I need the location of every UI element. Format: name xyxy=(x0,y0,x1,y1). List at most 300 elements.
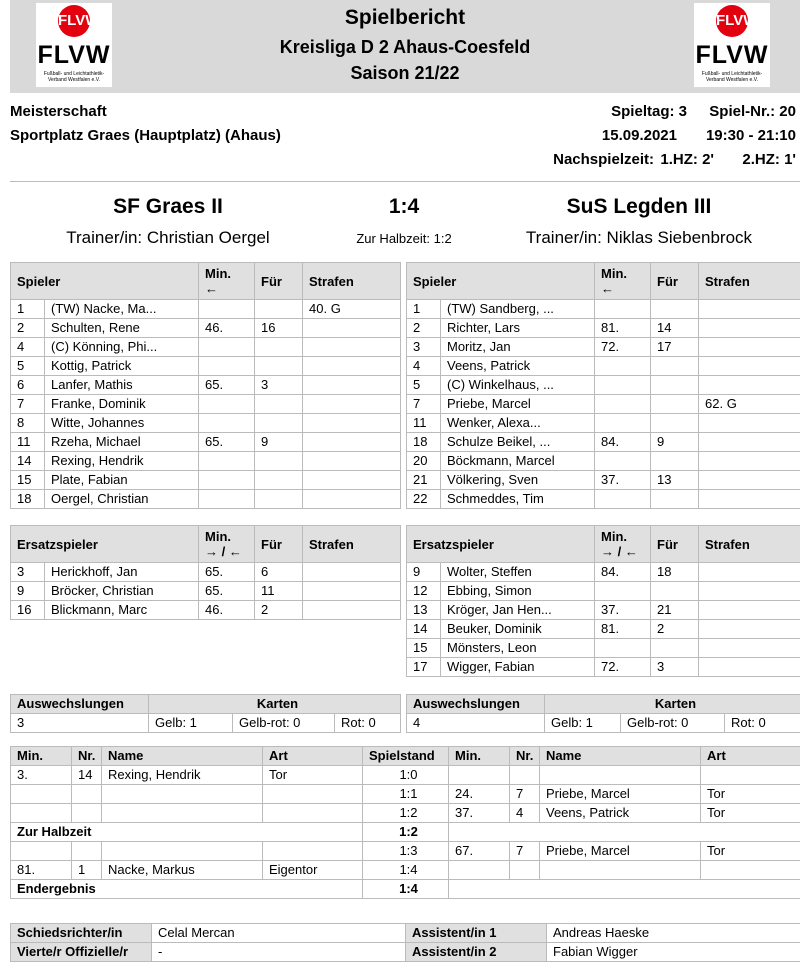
col-nr: Nr. xyxy=(72,747,102,766)
player-number: 11 xyxy=(11,433,45,452)
away-substitutes-table xyxy=(406,525,800,677)
player-row xyxy=(407,620,800,639)
player-penalty xyxy=(303,452,401,471)
cards-header: Karten xyxy=(149,695,401,714)
player-name: Beuker, Dominik xyxy=(441,620,595,639)
col-minute xyxy=(199,263,255,300)
player-penalty xyxy=(303,338,401,357)
player-name: Oergel, Christian xyxy=(45,490,199,509)
event-home-number xyxy=(72,785,102,804)
player-minute xyxy=(199,395,255,414)
event-away-minute: 67. xyxy=(449,842,510,861)
player-row xyxy=(407,639,800,658)
event-away-player: Priebe, Marcel xyxy=(540,842,701,861)
player-penalty xyxy=(699,338,800,357)
player-minute: 37. xyxy=(595,471,651,490)
flvw-logo-left: FLVW FLVW Fußball- und Leichtathletik-Verband Westfalen e.V. xyxy=(36,3,112,87)
yellow-cards: Gelb: 1 xyxy=(149,714,233,733)
player-minute: 65. xyxy=(199,433,255,452)
player-row xyxy=(11,582,401,601)
event-filler xyxy=(449,823,800,842)
player-for xyxy=(255,471,303,490)
player-row xyxy=(407,563,800,582)
event-phase-label: Endergebnis xyxy=(11,880,363,899)
player-name: Kröger, Jan Hen... xyxy=(441,601,595,620)
player-minute xyxy=(595,300,651,319)
col-min: Min. xyxy=(11,747,72,766)
player-name: Moritz, Jan xyxy=(441,338,595,357)
player-name: Rexing, Hendrik xyxy=(45,452,199,471)
event-row xyxy=(11,880,800,899)
player-row xyxy=(11,601,401,620)
player-penalty xyxy=(699,357,800,376)
player-penalty xyxy=(699,300,800,319)
col-type: Art xyxy=(263,747,363,766)
report-header xyxy=(10,0,800,93)
player-penalty xyxy=(699,582,800,601)
player-name: Herickhoff, Jan xyxy=(45,563,199,582)
col-penalties: Strafen xyxy=(303,526,401,563)
player-minute xyxy=(595,452,651,471)
player-penalty xyxy=(303,433,401,452)
player-penalty xyxy=(303,376,401,395)
player-minute: 65. xyxy=(199,376,255,395)
player-for: 9 xyxy=(255,433,303,452)
player-name: Plate, Fabian xyxy=(45,471,199,490)
event-row xyxy=(11,861,800,880)
player-minute: 46. xyxy=(199,601,255,620)
player-name: Wolter, Steffen xyxy=(441,563,595,582)
player-name: Schmeddes, Tim xyxy=(441,490,595,509)
player-minute xyxy=(199,471,255,490)
player-for xyxy=(651,582,699,601)
player-number: 5 xyxy=(11,357,45,376)
player-name: (TW) Nacke, Ma... xyxy=(45,300,199,319)
col-penalties: Strafen xyxy=(303,263,401,300)
player-minute: 81. xyxy=(595,620,651,639)
player-number: 5 xyxy=(407,376,441,395)
player-penalty xyxy=(303,414,401,433)
away-coach: Trainer/in: Niklas Siebenbrock xyxy=(525,228,753,247)
player-number: 14 xyxy=(407,620,441,639)
event-home-type: Eigentor xyxy=(263,861,363,880)
player-number: 20 xyxy=(407,452,441,471)
player-penalty xyxy=(699,563,800,582)
assistant2-name: Fabian Wigger xyxy=(547,943,800,962)
player-minute: 72. xyxy=(595,658,651,677)
player-number: 7 xyxy=(407,395,441,414)
col-for: Für xyxy=(651,263,699,300)
divider xyxy=(10,181,800,182)
player-name: Bröcker, Christian xyxy=(45,582,199,601)
player-name: (C) Winkelhaus, ... xyxy=(441,376,595,395)
col-minute xyxy=(199,526,255,563)
player-row xyxy=(407,319,800,338)
col-for: Für xyxy=(651,526,699,563)
player-number: 12 xyxy=(407,582,441,601)
player-for: 21 xyxy=(651,601,699,620)
player-minute xyxy=(595,490,651,509)
event-away-minute: 24. xyxy=(449,785,510,804)
home-substitutes-table xyxy=(10,525,401,620)
event-away-player xyxy=(540,861,701,880)
player-row xyxy=(407,414,800,433)
player-row xyxy=(11,338,401,357)
horse-emblem-icon: FLVW xyxy=(716,5,748,37)
substitutions-count: 4 xyxy=(407,714,545,733)
event-home-player: Nacke, Markus xyxy=(102,861,263,880)
player-penalty xyxy=(303,563,401,582)
player-penalty xyxy=(699,471,800,490)
event-away-number: 4 xyxy=(510,804,540,823)
player-minute xyxy=(595,357,651,376)
col-nr: Nr. xyxy=(510,747,540,766)
player-row xyxy=(407,471,800,490)
player-row xyxy=(407,582,800,601)
event-score: 1:4 xyxy=(363,880,449,899)
player-penalty xyxy=(699,319,800,338)
flvw-logo-right: FLVW FLVW Fußball- und Leichtathletik-Verband Westfalen e.V. xyxy=(694,3,770,87)
player-for xyxy=(651,490,699,509)
player-row xyxy=(11,357,401,376)
substitutions-header: Auswechslungen xyxy=(11,695,149,714)
assistant1-label: Assistent/in 1 xyxy=(406,924,547,943)
player-for xyxy=(255,452,303,471)
player-row xyxy=(11,471,401,490)
col-for: Für xyxy=(255,526,303,563)
player-row xyxy=(407,601,800,620)
player-number: 4 xyxy=(11,338,45,357)
player-for: 6 xyxy=(255,563,303,582)
red-cards: Rot: 0 xyxy=(725,714,800,733)
col-penalties: Strafen xyxy=(699,526,800,563)
event-home-minute: 3. xyxy=(11,766,72,785)
player-for: 3 xyxy=(651,658,699,677)
player-penalty xyxy=(303,601,401,620)
extra-time-label: Nachspielzeit: xyxy=(553,151,654,168)
event-away-type xyxy=(701,861,800,880)
event-away-type xyxy=(701,766,800,785)
player-number: 1 xyxy=(11,300,45,319)
player-penalty xyxy=(303,319,401,338)
player-minute: 65. xyxy=(199,582,255,601)
player-row xyxy=(11,300,401,319)
event-away-player xyxy=(540,766,701,785)
player-number: 3 xyxy=(11,563,45,582)
player-for: 14 xyxy=(651,319,699,338)
player-row xyxy=(407,452,800,471)
season: Saison 21/22 xyxy=(350,63,460,83)
col-minute-label: Min. xyxy=(205,529,231,544)
event-phase-label: Zur Halbzeit xyxy=(11,823,363,842)
yellow-red-cards: Gelb-rot: 0 xyxy=(233,714,335,733)
event-score: 1:3 xyxy=(363,842,449,861)
col-for: Für xyxy=(255,263,303,300)
event-score: 1:4 xyxy=(363,861,449,880)
player-minute: 84. xyxy=(595,563,651,582)
col-minute-label: Min. xyxy=(205,266,232,281)
player-for xyxy=(651,639,699,658)
player-minute xyxy=(199,300,255,319)
player-penalty xyxy=(303,357,401,376)
event-home-number: 1 xyxy=(72,861,102,880)
yellow-cards: Gelb: 1 xyxy=(545,714,621,733)
halftime-score: Zur Halbzeit: 1:2 xyxy=(356,231,452,246)
player-name: Schulze Beikel, ... xyxy=(441,433,595,452)
player-number: 17 xyxy=(407,658,441,677)
player-penalty xyxy=(699,601,800,620)
player-for xyxy=(651,414,699,433)
substitution-arrow-icon: → / ← xyxy=(205,544,242,559)
event-row xyxy=(11,823,800,842)
player-row xyxy=(407,376,800,395)
player-for xyxy=(651,452,699,471)
col-player: Ersatzspieler xyxy=(407,526,595,563)
yellow-red-cards: Gelb-rot: 0 xyxy=(621,714,725,733)
player-number: 7 xyxy=(11,395,45,414)
player-penalty xyxy=(699,376,800,395)
player-name: Böckmann, Marcel xyxy=(441,452,595,471)
player-minute xyxy=(595,582,651,601)
player-number: 2 xyxy=(11,319,45,338)
col-minute-label: Min. xyxy=(601,266,628,281)
match-date: 15.09.2021 xyxy=(601,127,677,144)
player-for xyxy=(651,357,699,376)
matchday: Spieltag: 3 xyxy=(611,103,687,120)
player-minute xyxy=(595,414,651,433)
player-penalty xyxy=(699,658,800,677)
referee-label: Schiedsrichter/in xyxy=(11,924,152,943)
fourth-official-name: - xyxy=(152,943,406,962)
event-away-number: 7 xyxy=(510,785,540,804)
event-score: 1:2 xyxy=(363,804,449,823)
player-minute xyxy=(199,338,255,357)
player-name: Blickmann, Marc xyxy=(45,601,199,620)
player-penalty xyxy=(699,433,800,452)
col-name: Name xyxy=(102,747,263,766)
final-score: 1:4 xyxy=(388,195,420,218)
extra-time-second-half: 2.HZ: 1' xyxy=(742,151,796,168)
player-for xyxy=(651,395,699,414)
event-home-minute xyxy=(11,785,72,804)
player-row xyxy=(11,319,401,338)
player-name: Richter, Lars xyxy=(441,319,595,338)
player-row xyxy=(407,433,800,452)
player-name: Wigger, Fabian xyxy=(441,658,595,677)
player-minute: 84. xyxy=(595,433,651,452)
event-home-type xyxy=(263,785,363,804)
event-score: 1:1 xyxy=(363,785,449,804)
event-away-number xyxy=(510,766,540,785)
player-penalty: 40. G xyxy=(303,300,401,319)
player-penalty xyxy=(303,395,401,414)
player-name: Franke, Dominik xyxy=(45,395,199,414)
player-for xyxy=(255,414,303,433)
player-number: 3 xyxy=(407,338,441,357)
event-home-player: Rexing, Hendrik xyxy=(102,766,263,785)
player-minute: 65. xyxy=(199,563,255,582)
home-summary-table xyxy=(10,694,401,733)
horse-emblem-icon: FLVW xyxy=(58,5,90,37)
player-number: 18 xyxy=(11,490,45,509)
player-name: Veens, Patrick xyxy=(441,357,595,376)
col-minute xyxy=(595,526,651,563)
player-row xyxy=(11,452,401,471)
event-home-minute: 81. xyxy=(11,861,72,880)
player-minute: 81. xyxy=(595,319,651,338)
home-coach: Trainer/in: Christian Oergel xyxy=(66,228,270,247)
event-row xyxy=(11,766,800,785)
player-name: Witte, Johannes xyxy=(45,414,199,433)
player-minute xyxy=(199,357,255,376)
player-for: 16 xyxy=(255,319,303,338)
col-player: Ersatzspieler xyxy=(11,526,199,563)
event-score: 1:2 xyxy=(363,823,449,842)
player-name: Wenker, Alexa... xyxy=(441,414,595,433)
event-away-minute xyxy=(449,861,510,880)
player-name: Kottig, Patrick xyxy=(45,357,199,376)
event-score: 1:0 xyxy=(363,766,449,785)
player-for: 13 xyxy=(651,471,699,490)
event-away-minute xyxy=(449,766,510,785)
event-filler xyxy=(449,880,800,899)
away-team-name: SuS Legden III xyxy=(566,195,712,218)
player-row xyxy=(11,395,401,414)
player-name: Rzeha, Michael xyxy=(45,433,199,452)
player-row xyxy=(407,395,800,414)
event-home-minute xyxy=(11,842,72,861)
event-home-player xyxy=(102,785,263,804)
match-events-table xyxy=(10,746,800,899)
player-number: 21 xyxy=(407,471,441,490)
event-row xyxy=(11,804,800,823)
event-home-number xyxy=(72,804,102,823)
player-for: 17 xyxy=(651,338,699,357)
player-for: 9 xyxy=(651,433,699,452)
player-for: 3 xyxy=(255,376,303,395)
player-minute xyxy=(199,452,255,471)
substitutions-count: 3 xyxy=(11,714,149,733)
event-away-player: Priebe, Marcel xyxy=(540,785,701,804)
red-cards: Rot: 0 xyxy=(335,714,401,733)
event-home-number xyxy=(72,842,102,861)
player-for: 18 xyxy=(651,563,699,582)
player-row xyxy=(407,490,800,509)
player-row xyxy=(407,357,800,376)
competition-type: Meisterschaft xyxy=(10,103,107,120)
player-row xyxy=(407,338,800,357)
away-lineup-table xyxy=(406,262,800,509)
player-for: 2 xyxy=(255,601,303,620)
player-for: 11 xyxy=(255,582,303,601)
player-minute xyxy=(199,490,255,509)
venue: Sportplatz Graes (Hauptplatz) (Ahaus) xyxy=(10,127,281,144)
event-away-type: Tor xyxy=(701,785,800,804)
col-minute-label: Min. xyxy=(601,529,627,544)
event-home-type xyxy=(263,804,363,823)
event-away-number xyxy=(510,861,540,880)
col-name: Name xyxy=(540,747,701,766)
event-home-number: 14 xyxy=(72,766,102,785)
player-name: Mönsters, Leon xyxy=(441,639,595,658)
player-number: 15 xyxy=(11,471,45,490)
fourth-official-label: Vierte/r Offizielle/r xyxy=(11,943,152,962)
player-for xyxy=(255,490,303,509)
player-for xyxy=(651,300,699,319)
player-minute xyxy=(595,376,651,395)
player-for xyxy=(255,338,303,357)
player-number: 13 xyxy=(407,601,441,620)
report-title: Spielbericht xyxy=(344,6,466,29)
player-number: 15 xyxy=(407,639,441,658)
event-home-player xyxy=(102,804,263,823)
player-row xyxy=(407,300,800,319)
player-minute: 72. xyxy=(595,338,651,357)
player-penalty xyxy=(303,471,401,490)
event-row xyxy=(11,785,800,804)
player-number: 1 xyxy=(407,300,441,319)
officials-table xyxy=(10,923,800,962)
event-home-minute xyxy=(11,804,72,823)
event-away-minute: 37. xyxy=(449,804,510,823)
match-time: 19:30 - 21:10 xyxy=(705,127,796,144)
substitution-arrow-icon: → / ← xyxy=(601,544,638,559)
player-penalty xyxy=(699,490,800,509)
player-for: 2 xyxy=(651,620,699,639)
player-number: 2 xyxy=(407,319,441,338)
match-number: Spiel-Nr.: 20 xyxy=(709,103,796,120)
league-name: Kreisliga D 2 Ahaus-Coesfeld xyxy=(279,37,531,57)
substitution-arrow-icon: ← xyxy=(601,281,615,296)
event-home-type xyxy=(263,842,363,861)
player-penalty: 62. G xyxy=(699,395,800,414)
player-row xyxy=(11,376,401,395)
event-home-type: Tor xyxy=(263,766,363,785)
player-for xyxy=(255,357,303,376)
player-number: 6 xyxy=(11,376,45,395)
col-min: Min. xyxy=(449,747,510,766)
referee-name: Celal Mercan xyxy=(152,924,406,943)
home-team-name: SF Graes II xyxy=(113,195,223,218)
player-for xyxy=(255,395,303,414)
player-number: 11 xyxy=(407,414,441,433)
player-row xyxy=(11,490,401,509)
player-penalty xyxy=(699,452,800,471)
player-number: 18 xyxy=(407,433,441,452)
event-away-number: 7 xyxy=(510,842,540,861)
player-name: Priebe, Marcel xyxy=(441,395,595,414)
away-summary-table xyxy=(406,694,800,733)
player-minute xyxy=(595,639,651,658)
col-penalties: Strafen xyxy=(699,263,800,300)
extra-time-first-half: 1.HZ: 2' xyxy=(660,151,714,168)
player-penalty xyxy=(303,490,401,509)
player-penalty xyxy=(699,620,800,639)
assistant2-label: Assistent/in 2 xyxy=(406,943,547,962)
player-name: Völkering, Sven xyxy=(441,471,595,490)
player-number: 4 xyxy=(407,357,441,376)
player-number: 16 xyxy=(11,601,45,620)
event-away-type: Tor xyxy=(701,842,800,861)
player-minute: 37. xyxy=(595,601,651,620)
col-minute xyxy=(595,263,651,300)
player-number: 14 xyxy=(11,452,45,471)
player-for xyxy=(651,376,699,395)
player-number: 8 xyxy=(11,414,45,433)
event-away-player: Veens, Patrick xyxy=(540,804,701,823)
cards-header: Karten xyxy=(545,695,800,714)
col-player: Spieler xyxy=(11,263,199,300)
